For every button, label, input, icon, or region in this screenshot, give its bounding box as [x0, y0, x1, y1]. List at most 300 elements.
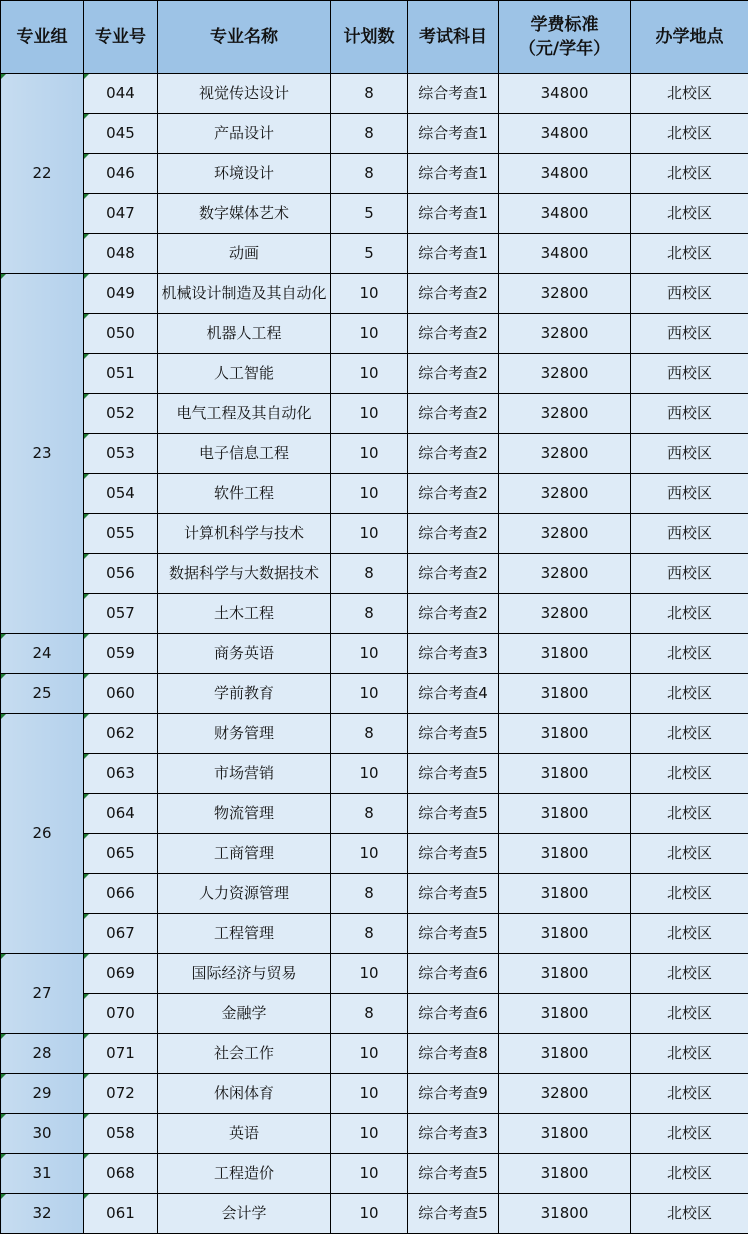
group-cell: [1, 1154, 84, 1194]
table-row: [1, 114, 748, 154]
plan-count: 8: [331, 594, 408, 634]
exam-subject: 综合考查5: [408, 1194, 499, 1234]
campus: 北校区: [631, 234, 748, 274]
comment-marker-icon: [1, 1074, 6, 1079]
major-name: 物流管理: [158, 794, 331, 834]
campus: 西校区: [631, 394, 748, 434]
major-code: [84, 794, 158, 834]
comment-marker-icon: [84, 754, 89, 759]
table-row: [1, 674, 748, 714]
table-row: [1, 1194, 748, 1234]
comment-marker-icon: [84, 514, 89, 519]
major-name: 社会工作: [158, 1034, 331, 1074]
campus: 西校区: [631, 474, 748, 514]
major-code-text: 044: [106, 84, 135, 102]
tuition: 32800: [499, 394, 631, 434]
campus: 西校区: [631, 354, 748, 394]
plan-count: 8: [331, 874, 408, 914]
campus: 北校区: [631, 74, 748, 114]
major-code-text: 071: [106, 1044, 135, 1062]
plan-count: 8: [331, 714, 408, 754]
major-name: 环境设计: [158, 154, 331, 194]
tuition: 31800: [499, 1114, 631, 1154]
major-code: [84, 754, 158, 794]
major-name: 数据科学与大数据技术: [158, 554, 331, 594]
plan-count: 8: [331, 154, 408, 194]
comment-marker-icon: [84, 594, 89, 599]
table-row: [1, 474, 748, 514]
exam-subject: 综合考查5: [408, 874, 499, 914]
major-name: 学前教育: [158, 674, 331, 714]
major-code: [84, 874, 158, 914]
comment-marker-icon: [84, 1034, 89, 1039]
group-id: 28: [32, 1044, 52, 1062]
group-id: 25: [32, 684, 52, 702]
header-name: 专业名称: [158, 1, 331, 74]
comment-marker-icon: [84, 114, 89, 119]
tuition: 34800: [499, 114, 631, 154]
tuition: 31800: [499, 674, 631, 714]
exam-subject: 综合考查8: [408, 1034, 499, 1074]
major-code: [84, 354, 158, 394]
major-code: [84, 634, 158, 674]
major-code-text: 053: [106, 444, 135, 462]
table-row: [1, 314, 748, 354]
exam-subject: 综合考查2: [408, 594, 499, 634]
major-code-text: 068: [106, 1164, 135, 1182]
campus: 西校区: [631, 314, 748, 354]
comment-marker-icon: [84, 314, 89, 319]
major-code-text: 058: [106, 1124, 135, 1142]
major-code-text: 051: [106, 364, 135, 382]
table-row: [1, 274, 748, 314]
major-code-text: 057: [106, 604, 135, 622]
plan-count: 10: [331, 1154, 408, 1194]
plan-count: 10: [331, 834, 408, 874]
comment-marker-icon: [84, 1114, 89, 1119]
major-name: 软件工程: [158, 474, 331, 514]
major-name: 英语: [158, 1114, 331, 1154]
table-row: [1, 994, 748, 1034]
tuition: 31800: [499, 994, 631, 1034]
major-code-text: 056: [106, 564, 135, 582]
campus: 北校区: [631, 194, 748, 234]
major-code: [84, 1114, 158, 1154]
tuition: 31800: [499, 914, 631, 954]
plan-count: 5: [331, 234, 408, 274]
comment-marker-icon: [84, 954, 89, 959]
comment-marker-icon: [84, 1154, 89, 1159]
comment-marker-icon: [84, 154, 89, 159]
campus: 北校区: [631, 754, 748, 794]
major-name: 电子信息工程: [158, 434, 331, 474]
comment-marker-icon: [84, 1074, 89, 1079]
group-id: 24: [32, 644, 52, 662]
table-row: [1, 714, 748, 754]
header-tuition: 学费标准 （元/学年）: [499, 1, 631, 74]
header-campus: 办学地点: [631, 1, 748, 74]
major-code-text: 070: [106, 1004, 135, 1022]
plan-count: 8: [331, 554, 408, 594]
major-code: [84, 954, 158, 994]
major-name: 计算机科学与技术: [158, 514, 331, 554]
exam-subject: 综合考查6: [408, 954, 499, 994]
major-name: 人力资源管理: [158, 874, 331, 914]
comment-marker-icon: [1, 954, 6, 959]
comment-marker-icon: [84, 914, 89, 919]
table-row: [1, 154, 748, 194]
campus: 北校区: [631, 794, 748, 834]
table-row: [1, 754, 748, 794]
tuition: 32800: [499, 554, 631, 594]
major-code-text: 059: [106, 644, 135, 662]
exam-subject: 综合考查1: [408, 114, 499, 154]
exam-subject: 综合考查6: [408, 994, 499, 1034]
major-code-text: 069: [106, 964, 135, 982]
group-cell: [1, 634, 84, 674]
tuition: 31800: [499, 1154, 631, 1194]
major-name: 工商管理: [158, 834, 331, 874]
major-code: [84, 194, 158, 234]
major-code-text: 054: [106, 484, 135, 502]
campus: 北校区: [631, 714, 748, 754]
campus: 北校区: [631, 1034, 748, 1074]
comment-marker-icon: [84, 994, 89, 999]
major-code: [84, 674, 158, 714]
plan-count: 10: [331, 274, 408, 314]
group-id: 31: [32, 1164, 52, 1182]
plan-count: 10: [331, 634, 408, 674]
major-code-text: 066: [106, 884, 135, 902]
table-row: [1, 194, 748, 234]
major-code: [84, 594, 158, 634]
comment-marker-icon: [1, 1194, 6, 1199]
major-code: [84, 474, 158, 514]
major-code: [84, 114, 158, 154]
major-code: [84, 714, 158, 754]
group-cell: [1, 74, 84, 274]
exam-subject: 综合考查2: [408, 354, 499, 394]
table-row: [1, 74, 748, 114]
exam-subject: 综合考查9: [408, 1074, 499, 1114]
exam-subject: 综合考查4: [408, 674, 499, 714]
group-cell: [1, 274, 84, 634]
tuition: 31800: [499, 954, 631, 994]
comment-marker-icon: [84, 394, 89, 399]
comment-marker-icon: [84, 434, 89, 439]
plan-count: 10: [331, 354, 408, 394]
major-name: 人工智能: [158, 354, 331, 394]
table-row: [1, 1154, 748, 1194]
group-id: 30: [32, 1124, 52, 1142]
exam-subject: 综合考查5: [408, 794, 499, 834]
group-cell: [1, 1034, 84, 1074]
tuition: 31800: [499, 1034, 631, 1074]
tuition: 34800: [499, 194, 631, 234]
major-name: 视觉传达设计: [158, 74, 331, 114]
exam-subject: 综合考查5: [408, 714, 499, 754]
comment-marker-icon: [84, 674, 89, 679]
group-id: 22: [32, 164, 52, 182]
exam-subject: 综合考查3: [408, 1114, 499, 1154]
campus: 北校区: [631, 954, 748, 994]
table-row: [1, 914, 748, 954]
comment-marker-icon: [84, 714, 89, 719]
group-id: 29: [32, 1084, 52, 1102]
table-row: [1, 1034, 748, 1074]
major-code-text: 063: [106, 764, 135, 782]
header-exam: 考试科目: [408, 1, 499, 74]
major-code: [84, 834, 158, 874]
campus: 北校区: [631, 914, 748, 954]
table-row: [1, 514, 748, 554]
exam-subject: 综合考查1: [408, 234, 499, 274]
exam-subject: 综合考查5: [408, 1154, 499, 1194]
major-code: [84, 434, 158, 474]
tuition: 32800: [499, 1074, 631, 1114]
group-id: 27: [32, 984, 52, 1002]
group-cell: [1, 1114, 84, 1154]
table-row: [1, 434, 748, 474]
tuition: 31800: [499, 754, 631, 794]
plan-count: 10: [331, 1194, 408, 1234]
exam-subject: 综合考查3: [408, 634, 499, 674]
plan-count: 10: [331, 954, 408, 994]
comment-marker-icon: [1, 634, 6, 639]
table-row: [1, 234, 748, 274]
major-code-text: 046: [106, 164, 135, 182]
major-name: 市场营销: [158, 754, 331, 794]
major-code: [84, 1034, 158, 1074]
major-code: [84, 274, 158, 314]
major-code-text: 048: [106, 244, 135, 262]
tuition: 34800: [499, 154, 631, 194]
campus: 北校区: [631, 674, 748, 714]
major-name: 会计学: [158, 1194, 331, 1234]
comment-marker-icon: [1, 674, 6, 679]
plan-count: 8: [331, 914, 408, 954]
header-code: 专业号: [84, 1, 158, 74]
major-name: 休闲体育: [158, 1074, 331, 1114]
major-code: [84, 994, 158, 1034]
major-code: [84, 1154, 158, 1194]
plan-count: 10: [331, 314, 408, 354]
campus: 北校区: [631, 1194, 748, 1234]
comment-marker-icon: [1, 1114, 6, 1119]
tuition: 31800: [499, 834, 631, 874]
comment-marker-icon: [1, 714, 6, 719]
comment-marker-icon: [84, 74, 89, 79]
table-row: [1, 1074, 748, 1114]
group-id: 23: [32, 444, 52, 462]
plan-count: 10: [331, 514, 408, 554]
table-row: [1, 634, 748, 674]
tuition: 34800: [499, 74, 631, 114]
major-code: [84, 514, 158, 554]
campus: 北校区: [631, 634, 748, 674]
exam-subject: 综合考查2: [408, 474, 499, 514]
comment-marker-icon: [84, 194, 89, 199]
major-name: 商务英语: [158, 634, 331, 674]
table-row: [1, 394, 748, 434]
major-code: [84, 394, 158, 434]
major-name: 电气工程及其自动化: [158, 394, 331, 434]
tuition: 32800: [499, 594, 631, 634]
header-row: [1, 1, 748, 74]
major-code: [84, 234, 158, 274]
major-code: [84, 1194, 158, 1234]
campus: 北校区: [631, 1114, 748, 1154]
major-code-text: 045: [106, 124, 135, 142]
exam-subject: 综合考查1: [408, 154, 499, 194]
comment-marker-icon: [84, 874, 89, 879]
exam-subject: 综合考查5: [408, 914, 499, 954]
table-row: [1, 874, 748, 914]
header-group: 专业组: [1, 1, 84, 74]
campus: 西校区: [631, 274, 748, 314]
comment-marker-icon: [84, 274, 89, 279]
exam-subject: 综合考查1: [408, 74, 499, 114]
exam-subject: 综合考查2: [408, 554, 499, 594]
comment-marker-icon: [84, 554, 89, 559]
plan-count: 10: [331, 1074, 408, 1114]
group-id: 26: [32, 824, 52, 842]
major-code: [84, 914, 158, 954]
comment-marker-icon: [84, 834, 89, 839]
tuition: 32800: [499, 274, 631, 314]
major-code-text: 061: [106, 1204, 135, 1222]
group-cell: [1, 1074, 84, 1114]
major-name: 动画: [158, 234, 331, 274]
major-code: [84, 554, 158, 594]
group-cell: [1, 714, 84, 954]
plan-count: 10: [331, 394, 408, 434]
table-row: [1, 594, 748, 634]
group-cell: [1, 674, 84, 714]
campus: 北校区: [631, 154, 748, 194]
comment-marker-icon: [1, 1034, 6, 1039]
major-code-text: 072: [106, 1084, 135, 1102]
major-code-text: 050: [106, 324, 135, 342]
tuition: 32800: [499, 314, 631, 354]
major-code-text: 067: [106, 924, 135, 942]
tuition: 31800: [499, 1194, 631, 1234]
exam-subject: 综合考查5: [408, 834, 499, 874]
campus: 北校区: [631, 834, 748, 874]
exam-subject: 综合考查2: [408, 274, 499, 314]
table-row: [1, 554, 748, 594]
plan-count: 10: [331, 434, 408, 474]
major-code-text: 060: [106, 684, 135, 702]
major-code-text: 055: [106, 524, 135, 542]
campus: 北校区: [631, 594, 748, 634]
exam-subject: 综合考查1: [408, 194, 499, 234]
major-code-text: 065: [106, 844, 135, 862]
campus: 北校区: [631, 994, 748, 1034]
comment-marker-icon: [84, 354, 89, 359]
plan-count: 10: [331, 474, 408, 514]
major-code-text: 064: [106, 804, 135, 822]
group-cell: [1, 1194, 84, 1234]
major-name: 数字媒体艺术: [158, 194, 331, 234]
major-code-text: 047: [106, 204, 135, 222]
tuition: 32800: [499, 474, 631, 514]
major-code-text: 049: [106, 284, 135, 302]
tuition: 31800: [499, 634, 631, 674]
table-row: [1, 794, 748, 834]
major-name: 工程造价: [158, 1154, 331, 1194]
plan-count: 8: [331, 994, 408, 1034]
comment-marker-icon: [84, 234, 89, 239]
tuition: 31800: [499, 794, 631, 834]
tuition: 34800: [499, 234, 631, 274]
major-code: [84, 154, 158, 194]
plan-count: 10: [331, 1114, 408, 1154]
major-name: 机器人工程: [158, 314, 331, 354]
major-name: 国际经济与贸易: [158, 954, 331, 994]
major-name: 土木工程: [158, 594, 331, 634]
plan-count: 10: [331, 1034, 408, 1074]
major-name: 工程管理: [158, 914, 331, 954]
table-row: [1, 354, 748, 394]
tuition: 31800: [499, 714, 631, 754]
exam-subject: 综合考查5: [408, 754, 499, 794]
table-row: [1, 834, 748, 874]
tuition: 32800: [499, 434, 631, 474]
plan-count: 5: [331, 194, 408, 234]
plan-count: 8: [331, 74, 408, 114]
tuition: 32800: [499, 354, 631, 394]
plan-count: 10: [331, 674, 408, 714]
exam-subject: 综合考查2: [408, 314, 499, 354]
major-name: 财务管理: [158, 714, 331, 754]
campus: 北校区: [631, 114, 748, 154]
campus: 西校区: [631, 514, 748, 554]
comment-marker-icon: [1, 1154, 6, 1159]
campus: 北校区: [631, 874, 748, 914]
campus: 西校区: [631, 554, 748, 594]
group-cell: [1, 954, 84, 1034]
major-code: [84, 1074, 158, 1114]
major-code-text: 062: [106, 724, 135, 742]
comment-marker-icon: [1, 74, 6, 79]
comment-marker-icon: [84, 1194, 89, 1199]
group-id: 32: [32, 1204, 52, 1222]
exam-subject: 综合考查2: [408, 394, 499, 434]
major-code-text: 052: [106, 404, 135, 422]
campus: 北校区: [631, 1154, 748, 1194]
campus: 西校区: [631, 434, 748, 474]
table-row: [1, 954, 748, 994]
exam-subject: 综合考查2: [408, 514, 499, 554]
table-row: [1, 1114, 748, 1154]
tuition: 31800: [499, 874, 631, 914]
major-name: 机械设计制造及其自动化: [158, 274, 331, 314]
comment-marker-icon: [1, 274, 6, 279]
plan-count: 10: [331, 754, 408, 794]
major-code: [84, 314, 158, 354]
major-name: 金融学: [158, 994, 331, 1034]
exam-subject: 综合考查2: [408, 434, 499, 474]
comment-marker-icon: [84, 634, 89, 639]
header-quota: 计划数: [331, 1, 408, 74]
comment-marker-icon: [84, 474, 89, 479]
plan-count: 8: [331, 794, 408, 834]
plan-count: 8: [331, 114, 408, 154]
major-name: 产品设计: [158, 114, 331, 154]
major-code: [84, 74, 158, 114]
campus: 北校区: [631, 1074, 748, 1114]
